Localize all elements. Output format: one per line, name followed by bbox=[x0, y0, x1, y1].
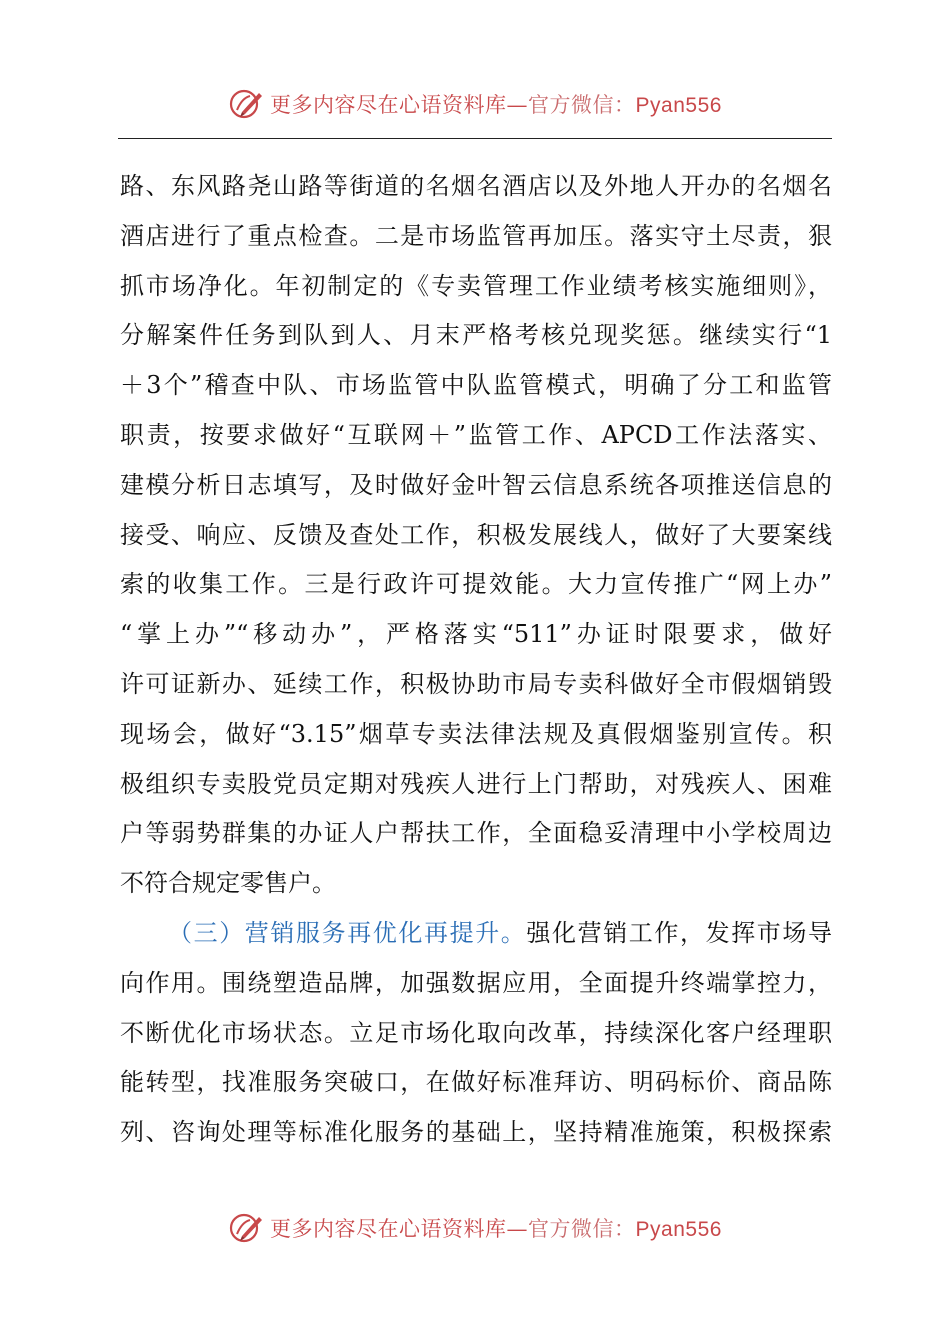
paragraph-2 bbox=[120, 909, 832, 1158]
watermark-wechat-id: Pyan556 bbox=[635, 94, 722, 117]
text-line: 抓市场净化。年初制定的《专卖管理工作业绩考核实施细则》， bbox=[120, 271, 832, 300]
paragraph-2-first-line-text: 强化营销工作，发挥市场导 bbox=[526, 918, 832, 947]
watermark-dash: — bbox=[506, 1217, 529, 1241]
watermark-header bbox=[0, 84, 950, 124]
watermark-main: 更多内容尽在心语资料库 bbox=[270, 1217, 507, 1241]
text-line: 接受、响应、反馈及查处工作，积极发展线人，做好了大要案线 bbox=[120, 520, 832, 549]
pen-logo-icon bbox=[228, 1210, 264, 1246]
watermark-main: 更多内容尽在心语资料库 bbox=[270, 93, 507, 117]
pen-logo-icon bbox=[228, 86, 264, 122]
text-line: 路、东风路尧山路等街道的名烟名酒店以及外地人开办的名烟名 bbox=[120, 172, 832, 200]
text-line: ＋3个”稽查中队、市场监管中队监管模式，明确了分工和监管 bbox=[120, 371, 832, 400]
text-line: “掌上办”“移动办”，严格落实“511”办证时限要求，做好 bbox=[120, 620, 832, 649]
text-line: 索的收集工作。三是行政许可提效能。大力宣传推广“网上办” bbox=[120, 570, 832, 599]
text-line: 不断优化市场状态。立足市场化取向改革，持续深化客户经理职 bbox=[120, 1018, 832, 1047]
text-line: 列、咨询处理等标准化服务的基础上，坚持精准施策，积极探索 bbox=[120, 1118, 832, 1147]
text-line: 职责，按要求做好“互联网＋”监管工作、APCD工作法落实、 bbox=[120, 420, 832, 449]
section-heading: （三）营销服务再优化再提升。 bbox=[168, 918, 527, 947]
text-line: 酒店进行了重点检查。二是市场监管再加压。落实守土尽责，狠 bbox=[120, 221, 832, 250]
watermark-footer bbox=[0, 1208, 950, 1248]
paragraph-1 bbox=[120, 162, 832, 909]
text-line: 户等弱势群集的办证人户帮扶工作，全面稳妥清理中小学校周边 bbox=[120, 819, 832, 848]
text-line: 极组织专卖股党员定期对残疾人进行上门帮助，对残疾人、困难 bbox=[120, 769, 832, 798]
watermark-official: 官方微信： bbox=[528, 93, 636, 117]
watermark-text bbox=[270, 1213, 722, 1243]
text-line: 向作用。围绕塑造品牌，加强数据应用，全面提升终端掌控力， bbox=[120, 968, 832, 997]
text-line: 不符合规定零售户。 bbox=[120, 869, 336, 898]
text-line: 许可证新办、延续工作，积极协助市局专卖科做好全市假烟销毁 bbox=[120, 669, 832, 698]
paragraph-2-first-line bbox=[120, 909, 832, 959]
watermark-official: 官方微信： bbox=[528, 1217, 636, 1241]
document-body bbox=[120, 162, 832, 1158]
text-line: 能转型，找准服务突破口，在做好标准拜访、明码标价、商品陈 bbox=[120, 1068, 832, 1097]
header-divider bbox=[118, 138, 832, 139]
watermark-wechat-id: Pyan556 bbox=[635, 1218, 722, 1241]
text-line: 分解案件任务到队到人、月末严格考核兑现奖惩。继续实行“1 bbox=[120, 321, 832, 350]
text-line: 现场会，做好“3.15”烟草专卖法律法规及真假烟鉴别宣传。积 bbox=[120, 719, 832, 748]
watermark-dash: — bbox=[506, 93, 529, 117]
text-line: 建模分析日志填写，及时做好金叶智云信息系统各项推送信息的 bbox=[120, 470, 832, 499]
watermark-text bbox=[270, 89, 722, 119]
